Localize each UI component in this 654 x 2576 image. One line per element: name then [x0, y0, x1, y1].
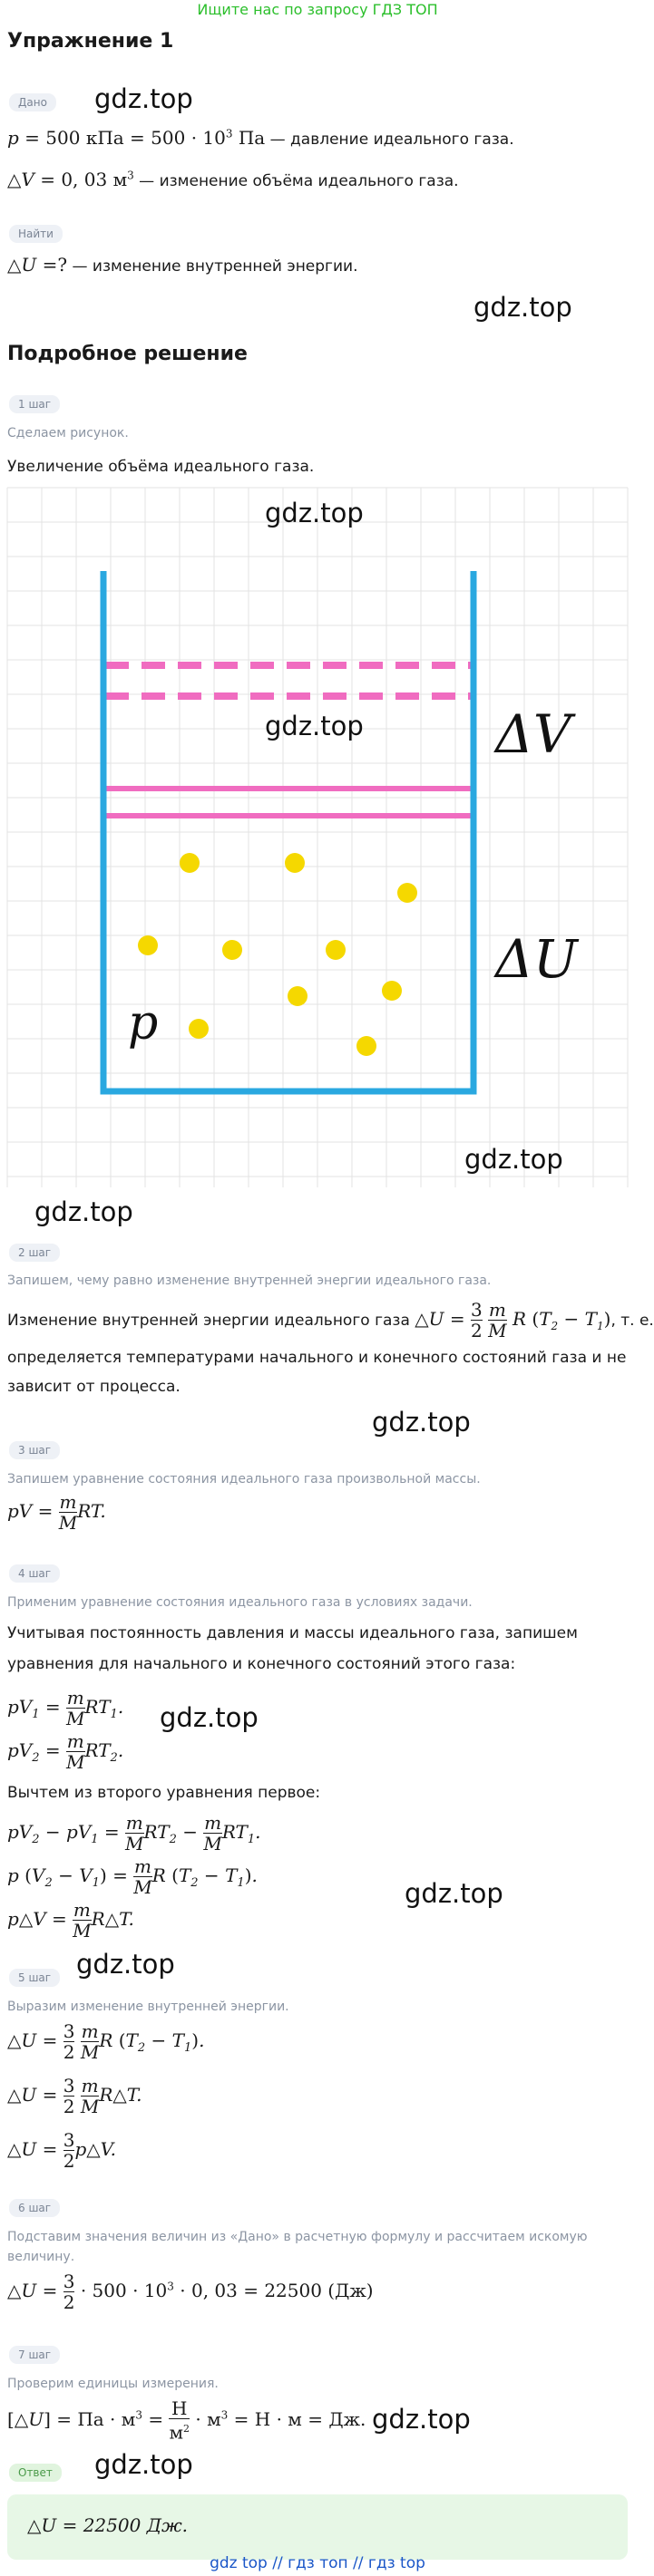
step-tag: 3 шаг: [9, 1441, 60, 1459]
find-energy: △U =? — изменение внутренней энергии.: [7, 254, 358, 276]
step-tag: 2 шаг: [9, 1244, 60, 1262]
equation-factored: p $(V_2 - V_1)$ = $\frac{m}{M}$ R $(T_2 - T_1)$.: [7, 1855, 258, 1898]
watermark: gdz.top: [405, 1878, 503, 1909]
watermark: gdz.top: [473, 292, 572, 323]
molecule: [326, 940, 346, 960]
step-text: Учитывая постоянность давления и массы идеального газа, запишем: [7, 1624, 578, 1642]
step-text: Вычтем из второго уравнения первое:: [7, 1784, 321, 1802]
delta-v-label: ΔV: [495, 703, 571, 765]
step-caption: Запишем уравнение состояния идеального газа произвольной массы.: [7, 1472, 481, 1487]
step-text: зависит от процесса.: [7, 1378, 181, 1396]
energy-formula-3: △U = $\frac{3}{2}$ p△V.: [7, 2129, 116, 2172]
step-caption: Подставим значения величин из «Дано» в расчетную формулу и рассчитаем искомую: [7, 2230, 588, 2244]
molecule: [189, 1019, 209, 1039]
answer-tag: Ответ: [9, 2464, 62, 2482]
watermark: gdz.top: [372, 1407, 471, 1438]
molecule: [138, 935, 158, 955]
energy-formula-2: △U = $\frac{3}{2}$ $\frac{m}{M}$ R△T.: [7, 2075, 142, 2117]
equation-subtract: $pV_2 - pV_1$ = $\frac{m}{M}$ $RT_2$ − $\frac{m}{M}$ $RT_1$.: [7, 1812, 261, 1855]
cylinder-walls: [103, 571, 473, 1091]
footer-links[interactable]: gdz top // гдз топ // гдз top: [210, 2554, 425, 2572]
delta-u-label: ΔU: [495, 928, 578, 990]
step-text: Изменение внутренней энергии идеального газа △U = $\frac{3}{2}$ $\frac{m}{M}$ R $(T_2 - T_1)$, т. е.: [7, 1299, 654, 1341]
step-caption: Запишем, чему равно изменение внутренней энергии идеального газа.: [7, 1273, 492, 1288]
state-equation: pV = $\frac{m}{M}$ RT.: [7, 1491, 106, 1534]
step-text: определяется температурами начального и конечного состояний газа и не: [7, 1349, 627, 1367]
watermark: gdz.top: [76, 1949, 175, 1980]
molecule: [285, 853, 305, 873]
step-tag: 6 шаг: [9, 2199, 60, 2217]
step-caption: величину.: [7, 2250, 75, 2264]
step-tag: 7 шаг: [9, 2346, 60, 2364]
pressure-label: p: [128, 996, 159, 1051]
equation-initial: $pV_1$ = $\frac{m}{M}$ $RT_1$.: [7, 1687, 124, 1729]
step-text: уравнения для начального и конечного состояний этого газа:: [7, 1655, 516, 1673]
gas-cylinder-figure: [7, 488, 628, 1187]
answer-box: [7, 2494, 628, 2560]
watermark: gdz.top: [34, 1196, 133, 1227]
equation-delta: p△V = $\frac{m}{M}$ R△T.: [7, 1899, 134, 1942]
equation-final: $pV_2$ = $\frac{m}{M}$ $RT_2$.: [7, 1730, 124, 1773]
step-caption: Сделаем рисунок.: [7, 426, 129, 441]
calculation: △U = $\frac{3}{2}$ · $500 \cdot 10^3 \cdot 0$, 03 = 22500 (Дж): [7, 2271, 374, 2313]
watermark: gdz.top: [464, 1144, 563, 1175]
given-pressure: p = 500 кПа = $500 \cdot 10^3$ Па — давление идеального газа.: [7, 127, 514, 149]
step-caption: Применим уравнение состояния идеального газа в условиях задачи.: [7, 1595, 473, 1610]
answer-value: △U = 22500 Дж.: [27, 2514, 189, 2536]
molecule: [288, 986, 307, 1006]
given-volume: △V = 0, 03 $м^3$ — изменение объёма идеального газа.: [7, 169, 459, 190]
step-caption: Проверим единицы измерения.: [7, 2377, 219, 2391]
find-tag: Найти: [9, 225, 63, 243]
step-caption: Выразим изменение внутренней энергии.: [7, 2000, 289, 2014]
step-tag: 4 шаг: [9, 1564, 60, 1583]
watermark: gdz.top: [265, 711, 364, 741]
watermark: gdz.top: [160, 1702, 259, 1733]
molecule: [397, 883, 417, 903]
step-tag: 5 шаг: [9, 1969, 60, 1987]
solution-title: Подробное решение: [7, 343, 248, 365]
energy-formula-1: △U = $\frac{3}{2}$ $\frac{m}{M}$ R $(T_2 - T_1)$.: [7, 2020, 205, 2063]
watermark: gdz.top: [372, 2404, 471, 2435]
molecule: [382, 981, 402, 1001]
given-tag: Дано: [9, 93, 56, 111]
step-tag: 1 шаг: [9, 395, 60, 413]
unit-check: [△U] = Па · $м^3$ = $\frac{Н}{м^2}$ · $м^3 = Н \cdot м$ = Дж.: [7, 2397, 366, 2444]
step-text: Увеличение объёма идеального газа.: [7, 458, 315, 476]
molecule: [222, 940, 242, 960]
watermark: gdz.top: [265, 498, 364, 528]
watermark: gdz.top: [94, 2449, 193, 2480]
banner: Ищите нас по запросу ГДЗ ТОП: [197, 1, 438, 18]
watermark: gdz.top: [94, 83, 193, 114]
molecule: [180, 853, 200, 873]
molecule: [356, 1036, 376, 1056]
page-title: Упражнение 1: [7, 30, 174, 53]
